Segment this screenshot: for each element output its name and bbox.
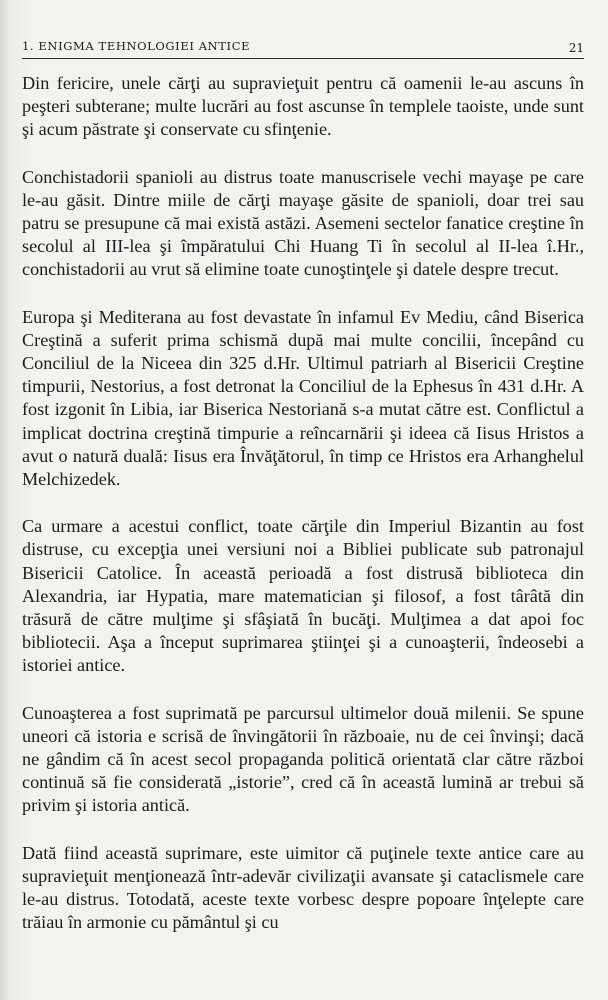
paragraph-6: Dată fiind această suprimare, este uimitor că puţinele texte antice care au supravieţuit menţionează într-adevăr civilizaţii avansate şi cataclismele care le-au distrus. Totodată, aceste texte vorbesc despre popoare înţelepte care trăiau în armonie cu pământul şi cu bbox=[22, 842, 584, 933]
paragraph-2: Conchistadorii spanioli au distrus toate manuscrisele vechi mayaşe pe care le-au găsit. Dintre miile de cărţi mayaşe găsite de spanioli, doar trei sau patru se presupune că mai există astăzi. Asemeni sectelor fanatice creştine în secolul al III-lea şi împăratului Chi Huang Ti în secolul al II-lea î.Hr., conchistadorii au vrut să elimine toate cunoştinţele şi datele despre trecut. bbox=[22, 166, 584, 280]
paragraph-1: Din fericire, unele cărţi au supravieţuit pentru că oamenii le-au ascuns în peşteri subterane; multe lucrări au fost ascunse în templele taoiste, unde sunt şi acum păstrate şi conservate cu sfinţenie. bbox=[22, 73, 584, 140]
page-number: 21 bbox=[568, 41, 584, 55]
paragraph-5: Cunoaşterea a fost suprimată pe parcursul ultimelor două milenii. Se spune uneori că istoria e scrisă de învingătorii în războaie, nu de cei învinşi; dacă ne gândim că în acest secol propaganda politică orientată clar către război continuă să fie considerată „istorie”, cred că în această lumină ar trebui să privim şi istoria antică. bbox=[22, 702, 584, 816]
paragraph-3: Europa şi Mediterana au fost devastate în infamul Ev Mediu, când Biserica Creştină a suferit prima schismă după mai multe concilii, începând cu Conciliul de la Niceea din 325 d.Hr. Ultimul patriarh al Bisericii Creştine timpurii, Nestorius, a fost detronat la Conciliul de la Ephesus în 431 d.Hr. A fost izgonit în Libia, iar Biserica Nestoriană s-a mutat către est. Conflictul a implicat doctrina creştină timpurie a reîncarnării şi ideea că Iisus Hristos a avut o natură duală: Iisus era Învăţătorul, în timp ce Hristos era Arhanghelul Melchizedek. bbox=[22, 306, 584, 490]
body-text bbox=[22, 72, 584, 959]
header-rule bbox=[22, 58, 584, 59]
running-header bbox=[22, 39, 584, 57]
chapter-title: 1. ENIGMA TEHNOLOGIEI ANTICE bbox=[22, 39, 251, 53]
paragraph-4: Ca urmare a acestui conflict, toate cărţile din Imperiul Bizantin au fost distruse, cu excepţia unei versiuni noi a Bibliei publicate sub patronajul Bisericii Catolice. În această perioadă a fost distrusă biblioteca din Alexandria, iar Hypatia, mare matematician şi filosof, a fost târâtă din trăsură de către mulţime şi sfâşiată în bucăţi. Mulţimea a dat apoi foc bibliotecii. Aşa a început suprimarea ştiinţei şi a cunoaşterii, îndeosebi a istoriei antice. bbox=[22, 516, 584, 676]
